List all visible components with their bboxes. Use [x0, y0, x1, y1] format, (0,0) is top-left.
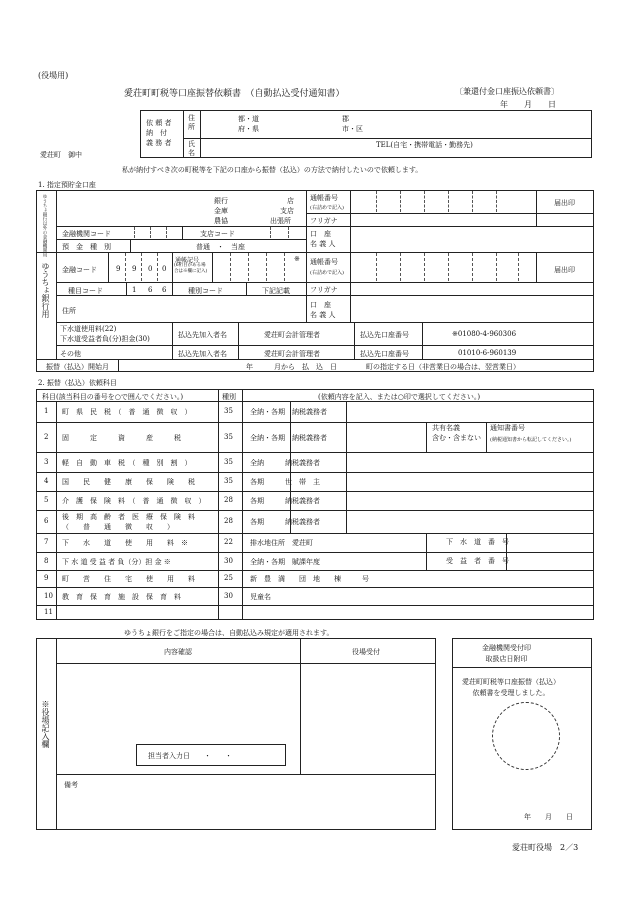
start-month-note: 町の指定する日（非営業日の場合は、翌営業日）	[366, 363, 520, 371]
office-column-label: ※役場記入欄	[41, 700, 50, 748]
col-item-header: 科目(該当科目の番号を○で囲んでください。)	[42, 393, 184, 401]
item-row-1-name[interactable]: 町 県 民 税 （ 普 通 徴 収 ）	[62, 408, 192, 416]
yucho-side-label: ゆうちょ銀行用	[41, 262, 50, 318]
payee-row-2-item: その他	[60, 350, 81, 358]
type-digit-3: 6	[162, 286, 167, 294]
item-row-1-no[interactable]: 1	[44, 407, 49, 415]
item-row-10-no[interactable]: 10	[44, 591, 53, 600]
item-row-9-code: 25	[224, 574, 233, 582]
address-label: 住所	[188, 114, 195, 131]
item-row-1-code: 35	[224, 407, 233, 415]
bank-account-note: (右詰めで記入)	[310, 205, 344, 211]
item-row-6-detail[interactable]: 各期 納税義務者	[250, 518, 320, 526]
prefecture-label: 都・道 府・県	[238, 115, 259, 133]
item-row-4-code: 35	[224, 477, 233, 485]
tsucho-kigo-label: 通帳記号	[175, 257, 200, 264]
deposit-type-options[interactable]: 普通 ・ 当座	[196, 243, 245, 251]
stamp-date: 年 月 日	[524, 813, 573, 821]
bank-code-label: 金融機関コード	[62, 230, 111, 238]
type-digit-2: 6	[148, 286, 153, 294]
form-subtitle: 〔兼還付金口座振込依頼書〕	[455, 87, 559, 96]
item-row-10-code: 30	[224, 591, 233, 600]
bank-stamp-text: 愛荘町町税等口座振替（払込） 依頼書を受理しました。	[462, 678, 560, 697]
item-row-4-name[interactable]: 国 民 健 康 保 険 税	[62, 478, 195, 486]
item-row-11-no[interactable]: 11	[44, 608, 53, 616]
bank-furigana-label: フリガナ	[310, 217, 338, 225]
intro-text: 私が納付すべき次の町税等を下記の口座から振替（払込）の方法で納付したいので依頼します。	[122, 166, 423, 174]
notice-no-note: (納税通知書から転記してください。)	[490, 437, 572, 443]
item-row-3-no[interactable]: 3	[44, 457, 49, 466]
item-row-5-code: 28	[224, 496, 233, 504]
yucho-account-note: (右詰めで記入)	[310, 270, 344, 276]
item-row-2-no[interactable]: 2	[44, 432, 49, 441]
kigo-record: 下記記載	[262, 287, 290, 295]
item-row-5-detail[interactable]: 各期 納税義務者	[250, 497, 320, 505]
form-title: 愛荘町町税等口座振替依頼書 （自動払込受付通知書）	[124, 89, 345, 99]
item-row-5-name[interactable]: 介 護 保 険 料 （ 普 通 徴 収 ）	[62, 497, 206, 505]
item-row-6-no[interactable]: 6	[44, 517, 49, 525]
institution-kinko: 金庫	[214, 207, 228, 215]
requester-box	[140, 110, 592, 158]
requester-label: 依 頼 者 納 付 義 務 者	[146, 119, 172, 147]
section2-title: 2. 振替（払込）依頼科目	[38, 379, 117, 387]
office-box	[36, 638, 436, 830]
yucho-digit-4: 0	[162, 265, 167, 273]
payee-row-2-name: 愛荘町会計管理者	[264, 350, 320, 358]
content-check-header: 内容確認	[164, 648, 192, 656]
item-row-8-code: 30	[224, 556, 233, 565]
yucho-digit-1: 9	[116, 265, 121, 273]
yucho-digit-2: 9	[132, 265, 137, 273]
addressee: 愛荘町 御中	[40, 151, 82, 159]
type-digit-1: 1	[132, 286, 137, 294]
item-row-3-detail[interactable]: 全納 納税義務者	[250, 458, 320, 467]
item-row-10-detail[interactable]: 児童名	[250, 592, 271, 601]
payee-row-1-acct-label: 払込先口座番号	[360, 331, 409, 339]
yucho-holder-label: 口 座 名 義 人	[310, 301, 336, 319]
item-row-7-name[interactable]: 下 水 道 使 用 料 ※	[62, 539, 188, 547]
bank-stamp-title: 金融機関受付印 取扱店日附印	[482, 644, 531, 663]
bank-account-no-label: 通帳番号	[310, 194, 338, 202]
tel-label: TEL(自宅・携帯電話・勤務先)	[376, 141, 473, 149]
yucho-furigana-label: フリガナ	[310, 286, 338, 294]
section1-title: 1. 指定預貯金口座	[38, 181, 96, 189]
sewer-no-label: 下 水 道 番 号	[446, 538, 509, 546]
institution-bank: 銀行	[214, 197, 228, 205]
payee-row-1-label: 払込先加入者名	[178, 331, 227, 339]
branch-shiten: 支店	[280, 207, 294, 215]
yucho-code-label: 金融コード	[62, 266, 97, 274]
office-receipt-header: 役場受付	[352, 648, 380, 656]
item-row-5-no[interactable]: 5	[44, 496, 49, 504]
item-row-2-name[interactable]: 固 定 資 産 税	[62, 433, 181, 442]
city-label: 郡 市・区	[342, 115, 363, 133]
start-month-label: 振替（払込）開始月	[46, 363, 109, 371]
branch-code-label: 支店コード	[200, 230, 235, 238]
beneficiary-no-label: 受 益 者 番 号	[446, 557, 509, 565]
payee-row-1-item: 下水道使用料(22) 下水道受益者負(分)担金(30)	[60, 325, 150, 343]
bank-seal-label: 届出印	[554, 199, 575, 207]
item-row-7-no[interactable]: 7	[44, 538, 49, 546]
item-row-2-detail[interactable]: 全納・各期 納税義務者	[250, 433, 327, 442]
col-detail-header: (依頼内容を記入、または○印で選択してください。)	[318, 393, 481, 401]
stamp-circle	[492, 702, 560, 770]
yucho-rule-note: ゆうちょ銀行をご指定の場合は、自動払込み規定が適用されます。	[124, 629, 334, 637]
payee-row-1-acct: ※01080-4-960306	[452, 330, 517, 338]
item-row-6-code: 28	[224, 517, 233, 525]
item-row-8-no[interactable]: 8	[44, 556, 49, 565]
item-row-6-name[interactable]: 後 期 高 齢 者 医 療 保 険 料 （ 普 通 徴 収 ）	[62, 513, 195, 531]
bank-side-label: ゆうちょ銀行以外の金融機関用	[42, 194, 47, 257]
form-date: 年 月 日	[500, 100, 556, 109]
office-use-label: (役場用)	[38, 71, 69, 80]
item-row-4-no[interactable]: 4	[44, 477, 49, 485]
yucho-mark: ※	[294, 255, 300, 263]
branch-ten: 店	[287, 197, 294, 205]
payee-row-1-name: 愛荘町会計管理者	[264, 331, 320, 339]
item-row-1-detail[interactable]: 全納・各期 納税義務者	[250, 408, 327, 416]
item-row-7-detail[interactable]: 排水地住所 愛荘町	[250, 539, 313, 547]
payee-row-2-acct-label: 払込先口座番号	[360, 350, 409, 358]
yucho-seal-label: 届出印	[554, 266, 575, 274]
kigo-code-label: 種別コード	[188, 287, 223, 295]
item-row-9-detail[interactable]: 新 豊 満 団 地 棟 号	[250, 575, 369, 583]
yucho-account-no-label: 通帳番号	[310, 258, 338, 266]
tsucho-kigo-note: (6桁目がある場合は※欄に記入)	[174, 263, 208, 274]
item-row-8-detail[interactable]: 全納・各期 賦課年度	[250, 557, 320, 566]
item-row-2-code: 35	[224, 432, 233, 441]
coowner-option[interactable]: 共有名義 含む・含まない	[432, 424, 481, 442]
item-row-10-name[interactable]: 教 育 保 育 施 設 保 育 料	[62, 592, 181, 601]
bank-holder-label: 口 座 名 義 人	[310, 230, 336, 248]
yucho-address-label: 住所	[62, 307, 76, 315]
item-row-9-no[interactable]: 9	[44, 574, 49, 582]
item-row-8-name[interactable]: 下 水 道 受 益 者 負（分）担 金 ※	[62, 557, 171, 566]
page-number: 愛荘町役場 2／3	[512, 843, 579, 852]
name-label: 氏名	[188, 140, 195, 157]
item-row-3-code: 35	[224, 457, 233, 466]
remarks-label: 備考	[64, 781, 78, 789]
yucho-digit-3: 0	[148, 265, 153, 273]
type-code-label: 種目コード	[68, 287, 103, 295]
deposit-type-label: 預 金 種 別	[62, 243, 111, 251]
payee-row-2-acct: 01010-6-960139	[458, 349, 517, 357]
notice-no-label: 通知書番号	[490, 424, 525, 432]
branch-shucchojo: 出張所	[270, 217, 291, 225]
item-row-3-name[interactable]: 軽 自 動 車 税 （ 種 別 割 ）	[62, 458, 192, 467]
payee-row-2-label: 払込先加入者名	[178, 350, 227, 358]
start-month-text: 年 月から 払 込 日	[246, 363, 337, 371]
item-row-7-code: 22	[224, 538, 233, 546]
item-row-4-detail[interactable]: 各期 世 帯 主	[250, 478, 320, 486]
col-type-header: 種別	[222, 393, 236, 401]
input-date-label: 担当者入力日 ・ ・	[148, 752, 232, 760]
item-row-9-name[interactable]: 町 営 住 宅 使 用 料	[62, 575, 195, 583]
institution-nokyo: 農協	[214, 217, 228, 225]
